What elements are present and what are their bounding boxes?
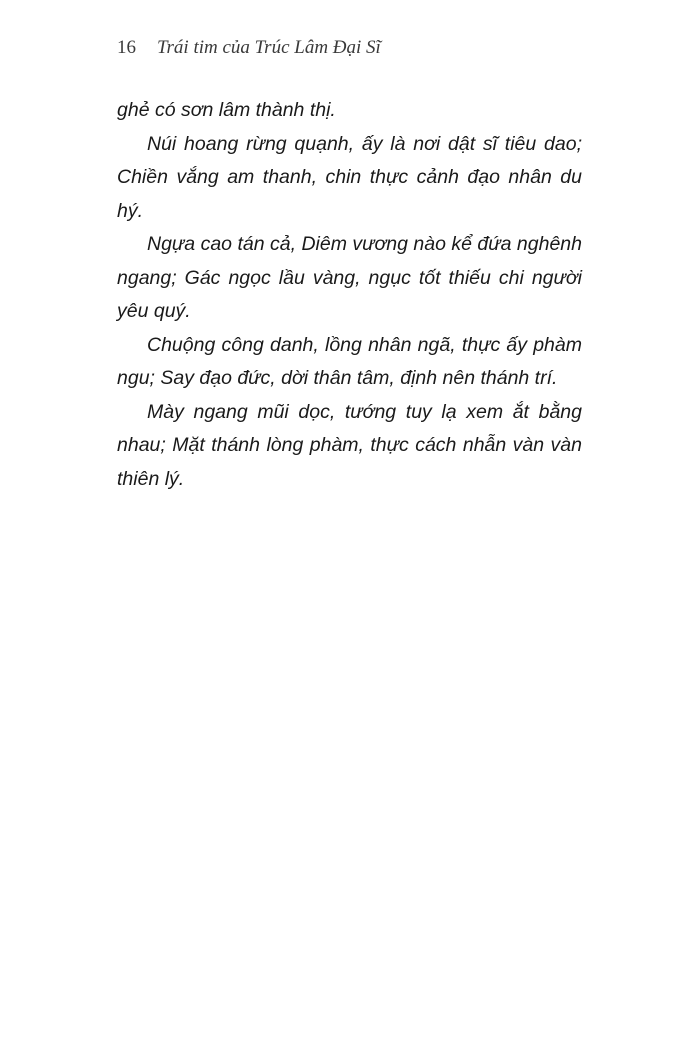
paragraph: Ngựa cao tán cả, Diêm vương nào kể đứa nghênh ngang; Gác ngọc lầu vàng, ngục tốt thiếu chi người yêu quý. [117, 233, 582, 322]
page-number: 16 [117, 37, 136, 58]
paragraph-continuation: ghẻ có sơn lâm thành thị. [117, 99, 336, 121]
running-header [117, 37, 381, 59]
paragraph: Núi hoang rừng quạnh, ấy là nơi dật sĩ tiêu dao; Chiền vắng am thanh, chin thực cảnh đạo nhân du hý. [117, 132, 582, 222]
body-text [117, 94, 582, 496]
paragraph: Mày ngang mũi dọc, tướng tuy lạ xem ắt bằng nhau; Mặt thánh lòng phàm, thực cách nhẫn vàn vàn thiên lý. [117, 400, 582, 490]
paragraph: Chuộng công danh, lồng nhân ngã, thực ấy phàm ngu; Say đạo đức, dời thân tâm, định nên thánh trí. [117, 333, 582, 389]
running-title: Trái tim của Trúc Lâm Đại Sĩ [157, 37, 381, 58]
